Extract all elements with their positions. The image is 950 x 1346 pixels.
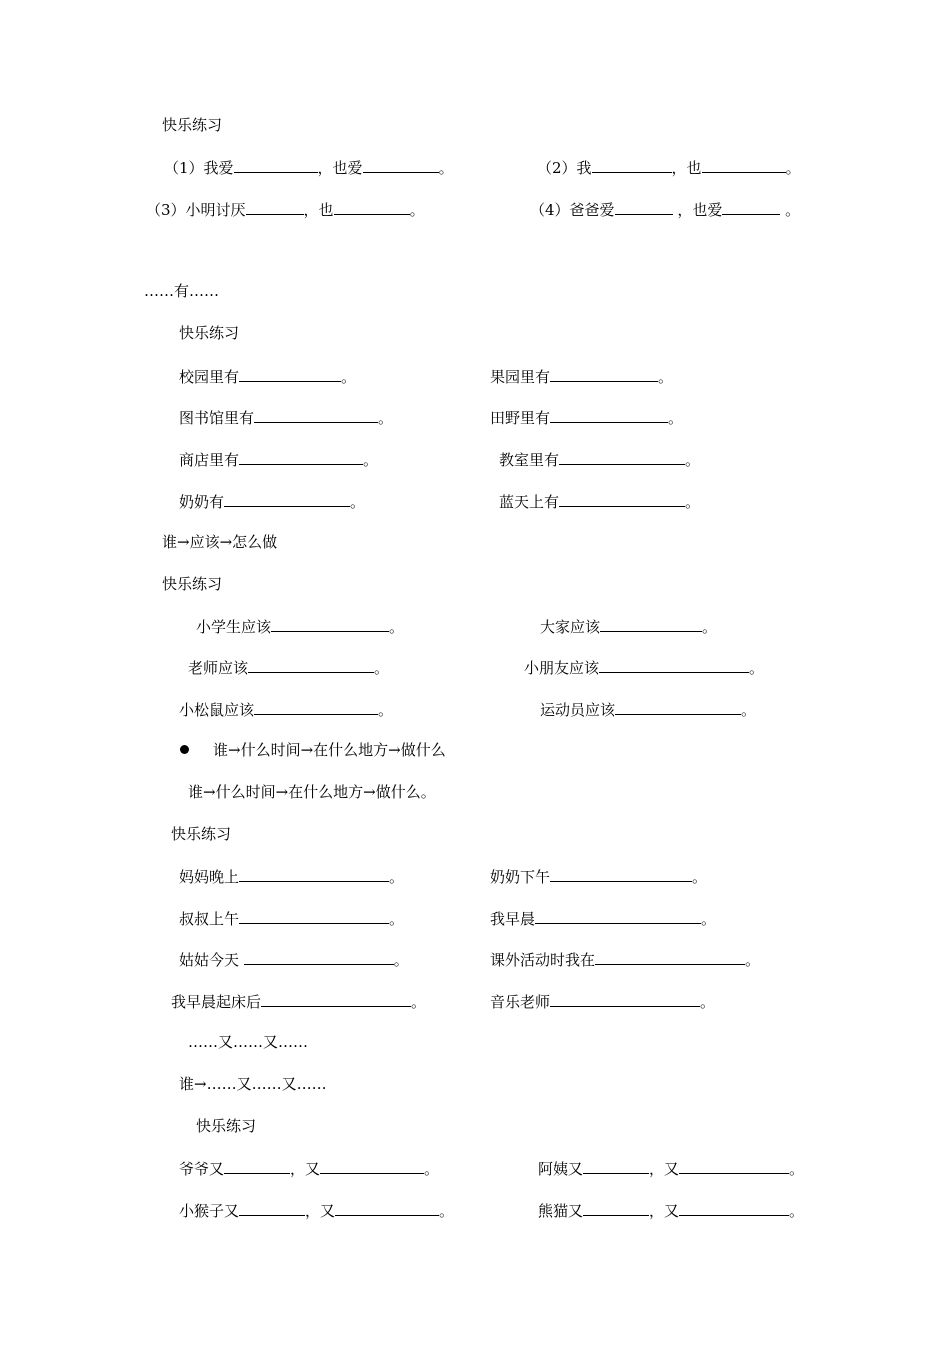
question-4-middle: ，也爱 bbox=[672, 201, 723, 219]
answer-blank[interactable] bbox=[234, 157, 318, 173]
item-end: 。 bbox=[789, 1160, 805, 1178]
item-label: 我早晨起床后 bbox=[171, 993, 262, 1011]
answer-blank[interactable] bbox=[261, 991, 411, 1007]
question-1-middle: ，也爱 bbox=[317, 159, 363, 177]
answer-blank[interactable] bbox=[615, 699, 741, 715]
answer-blank[interactable] bbox=[239, 1200, 305, 1216]
fill-item bbox=[538, 1158, 804, 1179]
question-2-middle: ，也 bbox=[671, 159, 702, 177]
item-label: 小朋友应该 bbox=[524, 659, 600, 677]
question-3 bbox=[146, 199, 425, 220]
item-end: 。 bbox=[658, 368, 674, 386]
item-end: 。 bbox=[745, 951, 761, 969]
answer-blank[interactable] bbox=[722, 199, 780, 215]
item-end: 。 bbox=[702, 618, 718, 636]
answer-blank[interactable] bbox=[239, 908, 389, 924]
fill-item bbox=[179, 908, 404, 929]
item-label: 蓝天上有 bbox=[499, 493, 560, 511]
item-label: 叔叔上午 bbox=[179, 910, 240, 928]
question-4-prefix: （4）爸爸爱 bbox=[530, 201, 615, 219]
answer-blank[interactable] bbox=[550, 991, 700, 1007]
answer-blank[interactable] bbox=[535, 908, 701, 924]
item-end: 。 bbox=[411, 993, 427, 1011]
answer-blank[interactable] bbox=[550, 407, 668, 423]
answer-blank[interactable] bbox=[600, 616, 702, 632]
item-end: 。 bbox=[789, 1202, 805, 1220]
answer-blank[interactable] bbox=[244, 949, 394, 965]
item-end: 。 bbox=[378, 701, 394, 719]
question-1-end: 。 bbox=[438, 159, 454, 177]
item-middle: ，又 bbox=[649, 1202, 680, 1220]
item-end: 。 bbox=[741, 701, 757, 719]
answer-blank[interactable] bbox=[246, 199, 304, 215]
item-end: 。 bbox=[363, 451, 379, 469]
answer-blank[interactable] bbox=[239, 866, 389, 882]
answer-blank[interactable] bbox=[335, 1200, 439, 1216]
pattern-title: ……有…… bbox=[144, 282, 220, 300]
item-end: 。 bbox=[439, 1202, 455, 1220]
answer-blank[interactable] bbox=[550, 366, 658, 382]
answer-blank[interactable] bbox=[583, 1200, 649, 1216]
question-1 bbox=[164, 157, 454, 178]
item-label: 我早晨 bbox=[490, 910, 536, 928]
fill-item bbox=[179, 491, 365, 512]
item-end: 。 bbox=[389, 910, 405, 928]
item-label: 音乐老师 bbox=[490, 993, 551, 1011]
fill-item bbox=[499, 449, 700, 470]
item-end: 。 bbox=[389, 868, 405, 886]
pattern-title: ……又……又…… bbox=[188, 1033, 309, 1051]
item-end: 。 bbox=[685, 493, 701, 511]
item-end: 。 bbox=[700, 993, 716, 1011]
item-label: 田野里有 bbox=[490, 409, 551, 427]
fill-item bbox=[524, 657, 764, 678]
item-label: 果园里有 bbox=[490, 368, 551, 386]
fill-item bbox=[179, 949, 409, 970]
item-label: 奶奶下午 bbox=[490, 868, 551, 886]
fill-item bbox=[179, 699, 393, 720]
answer-blank[interactable] bbox=[363, 157, 439, 173]
fill-item bbox=[490, 991, 715, 1012]
item-end: 。 bbox=[668, 409, 684, 427]
item-end: 。 bbox=[350, 493, 366, 511]
fill-item bbox=[179, 366, 356, 387]
item-end: 。 bbox=[374, 659, 390, 677]
answer-blank[interactable] bbox=[254, 699, 378, 715]
answer-blank[interactable] bbox=[248, 657, 374, 673]
answer-blank[interactable] bbox=[583, 1158, 649, 1174]
answer-blank[interactable] bbox=[320, 1158, 424, 1174]
fill-item bbox=[540, 699, 756, 720]
fill-item bbox=[179, 449, 378, 470]
item-label: 妈妈晚上 bbox=[179, 868, 240, 886]
question-4 bbox=[530, 199, 800, 220]
fill-item bbox=[196, 616, 404, 637]
item-label: 姑姑今天 bbox=[179, 951, 244, 969]
item-end: 。 bbox=[378, 409, 394, 427]
item-label: 阿姨又 bbox=[538, 1160, 584, 1178]
exercise-heading: 快乐练习 bbox=[179, 324, 240, 342]
item-middle: ，又 bbox=[649, 1160, 680, 1178]
pattern-title: 谁→什么时间→在什么地方→做什么 bbox=[213, 741, 446, 759]
answer-blank[interactable] bbox=[224, 491, 350, 507]
question-2 bbox=[537, 157, 801, 178]
fill-item bbox=[179, 1200, 454, 1221]
question-2-end: 。 bbox=[785, 159, 801, 177]
fill-item bbox=[188, 657, 389, 678]
fill-item bbox=[490, 866, 707, 887]
answer-blank[interactable] bbox=[592, 157, 672, 173]
answer-blank[interactable] bbox=[271, 616, 389, 632]
pattern-formula: 谁→……又……又…… bbox=[179, 1075, 327, 1093]
fill-item bbox=[179, 866, 404, 887]
pattern-formula: 谁→什么时间→在什么地方→做什么。 bbox=[188, 783, 436, 801]
item-end: 。 bbox=[393, 951, 409, 969]
fill-item bbox=[540, 616, 717, 637]
item-end: 。 bbox=[685, 451, 701, 469]
question-4-end: 。 bbox=[780, 201, 801, 219]
item-middle: ，又 bbox=[290, 1160, 321, 1178]
answer-blank[interactable] bbox=[239, 449, 363, 465]
item-end: 。 bbox=[424, 1160, 440, 1178]
question-1-prefix: （1）我爱 bbox=[164, 159, 234, 177]
question-3-middle: ，也 bbox=[303, 201, 334, 219]
question-3-end: 。 bbox=[409, 201, 425, 219]
item-label: 教室里有 bbox=[499, 451, 560, 469]
item-label: 校园里有 bbox=[179, 368, 240, 386]
item-label: 课外活动时我在 bbox=[490, 951, 596, 969]
answer-blank[interactable] bbox=[702, 157, 786, 173]
fill-item bbox=[490, 908, 716, 929]
bullet-icon bbox=[180, 745, 189, 754]
exercise-heading: 快乐练习 bbox=[196, 1117, 257, 1135]
item-label: 图书馆里有 bbox=[179, 409, 255, 427]
answer-blank[interactable] bbox=[559, 449, 685, 465]
answer-blank[interactable] bbox=[550, 866, 692, 882]
answer-blank[interactable] bbox=[239, 366, 341, 382]
item-label: 爷爷又 bbox=[179, 1160, 225, 1178]
answer-blank[interactable] bbox=[595, 949, 745, 965]
exercise-heading: 快乐练习 bbox=[162, 575, 223, 593]
fill-item bbox=[490, 407, 683, 428]
item-label: 熊猫又 bbox=[538, 1202, 584, 1220]
exercise-heading: 快乐练习 bbox=[171, 825, 232, 843]
exercise-heading: 快乐练习 bbox=[162, 116, 223, 134]
answer-blank[interactable] bbox=[224, 1158, 290, 1174]
fill-item bbox=[490, 366, 673, 387]
item-label: 小松鼠应该 bbox=[179, 701, 255, 719]
item-end: 。 bbox=[341, 368, 357, 386]
answer-blank[interactable] bbox=[334, 199, 410, 215]
answer-blank[interactable] bbox=[559, 491, 685, 507]
item-label: 奶奶有 bbox=[179, 493, 225, 511]
item-end: 。 bbox=[749, 659, 765, 677]
item-label: 商店里有 bbox=[179, 451, 240, 469]
fill-item bbox=[179, 1158, 439, 1179]
item-end: 。 bbox=[701, 910, 717, 928]
item-middle: ，又 bbox=[305, 1202, 336, 1220]
item-label: 小猴子又 bbox=[179, 1202, 240, 1220]
answer-blank[interactable] bbox=[679, 1200, 789, 1216]
item-end: 。 bbox=[692, 868, 708, 886]
answer-blank[interactable] bbox=[615, 199, 673, 215]
fill-item bbox=[490, 949, 760, 970]
item-end: 。 bbox=[389, 618, 405, 636]
item-label: 运动员应该 bbox=[540, 701, 616, 719]
fill-item bbox=[538, 1200, 804, 1221]
item-label: 小学生应该 bbox=[196, 618, 272, 636]
answer-blank[interactable] bbox=[679, 1158, 789, 1174]
question-3-prefix: （3）小明讨厌 bbox=[146, 201, 246, 219]
item-label: 老师应该 bbox=[188, 659, 249, 677]
pattern-title: 谁→应该→怎么做 bbox=[162, 533, 278, 551]
fill-item bbox=[179, 407, 393, 428]
answer-blank[interactable] bbox=[599, 657, 749, 673]
item-label: 大家应该 bbox=[540, 618, 601, 636]
question-2-prefix: （2）我 bbox=[537, 159, 592, 177]
fill-item bbox=[499, 491, 700, 512]
fill-item bbox=[171, 991, 426, 1012]
answer-blank[interactable] bbox=[254, 407, 378, 423]
